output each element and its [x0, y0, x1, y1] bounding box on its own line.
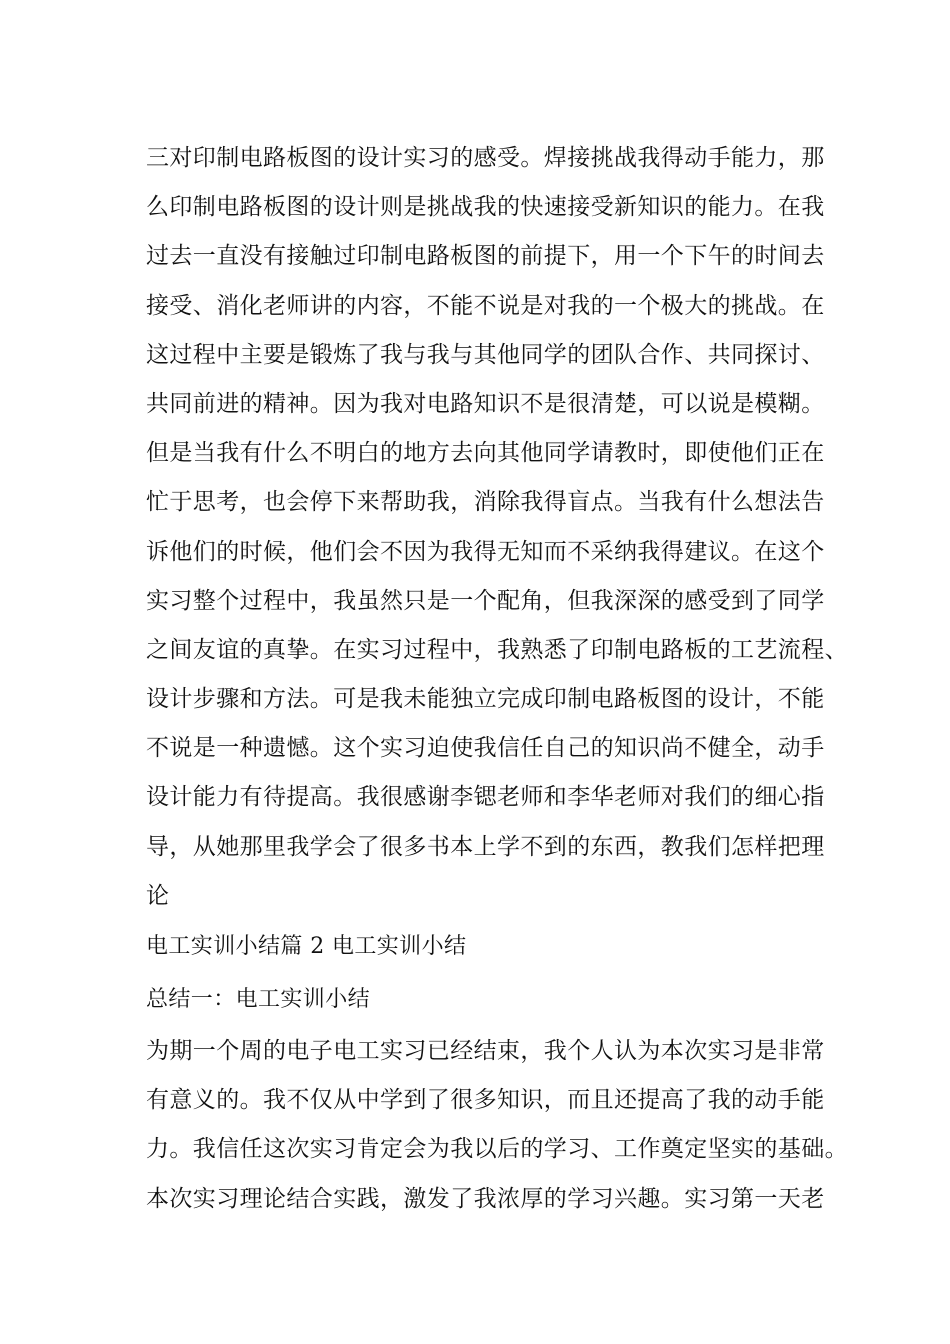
section-heading [146, 927, 826, 967]
text-line: 这过程中主要是锻炼了我与我与其他同学的团队合作、共同探讨、 [146, 341, 825, 368]
text-line: 之间友谊的真挚。在实习过程中，我熟悉了印制电路板的工艺流程、 [146, 636, 848, 663]
text-line: 三对印制电路板图的设计实习的感受。焊接挑战我得动手能力，那 [146, 145, 825, 171]
text-line: 过去一直没有接触过印制电路板图的前提下，用一个下午的时间去 [146, 243, 825, 270]
subsection-heading-text: 总结一：电工实训小结 [146, 987, 371, 1012]
text-line: 导，从她那里我学会了很多书本上学不到的东西，教我们怎样把理 [146, 833, 825, 860]
text-line: 诉他们的时候，他们会不因为我得无知而不采纳我得建议。在这个 [146, 538, 825, 565]
section-heading-text: 电工实训小结篇 2 电工实训小结 [146, 934, 467, 959]
paragraph-summary [146, 1027, 848, 1224]
text-line: 共同前进的精神。因为我对电路知识不是很清楚，可以说是模糊。 [146, 390, 825, 417]
text-line: 忙于思考，也会停下来帮助我，消除我得盲点。当我有什么想法告 [146, 489, 825, 516]
subsection-heading [146, 980, 826, 1020]
text-line: 本次实习理论结合实践，激发了我浓厚的学习兴趣。实习第一天老 [146, 1185, 825, 1212]
text-line: 设计能力有待提高。我很感谢李锶老师和李华老师对我们的细心指 [146, 784, 825, 811]
text-line: 接受、消化老师讲的内容，不能不说是对我的一个极大的挑战。在 [146, 292, 825, 319]
text-line: 么印制电路板图的设计则是挑战我的快速接受新知识的能力。在我 [146, 194, 825, 221]
text-line: 不说是一种遗憾。这个实习迫使我信任自己的知识尚不健全，动手 [146, 735, 825, 762]
text-line: 力。我信任这次实习肯定会为我以后的学习、工作奠定坚实的基础。 [146, 1136, 848, 1163]
text-line: 论 [146, 882, 170, 909]
paragraph-practice-reflection [146, 134, 848, 921]
text-line: 有意义的。我不仅从中学到了很多知识，而且还提高了我的动手能 [146, 1087, 825, 1114]
text-line: 实习整个过程中，我虽然只是一个配角，但我深深的感受到了同学 [146, 587, 825, 614]
text-line: 为期一个周的电子电工实习已经结束，我个人认为本次实习是非常 [146, 1038, 825, 1064]
text-line: 设计步骤和方法。可是我未能独立完成印制电路板图的设计，不能 [146, 686, 825, 713]
text-line: 但是当我有什么不明白的地方去向其他同学请教时，即使他们正在 [146, 440, 825, 467]
